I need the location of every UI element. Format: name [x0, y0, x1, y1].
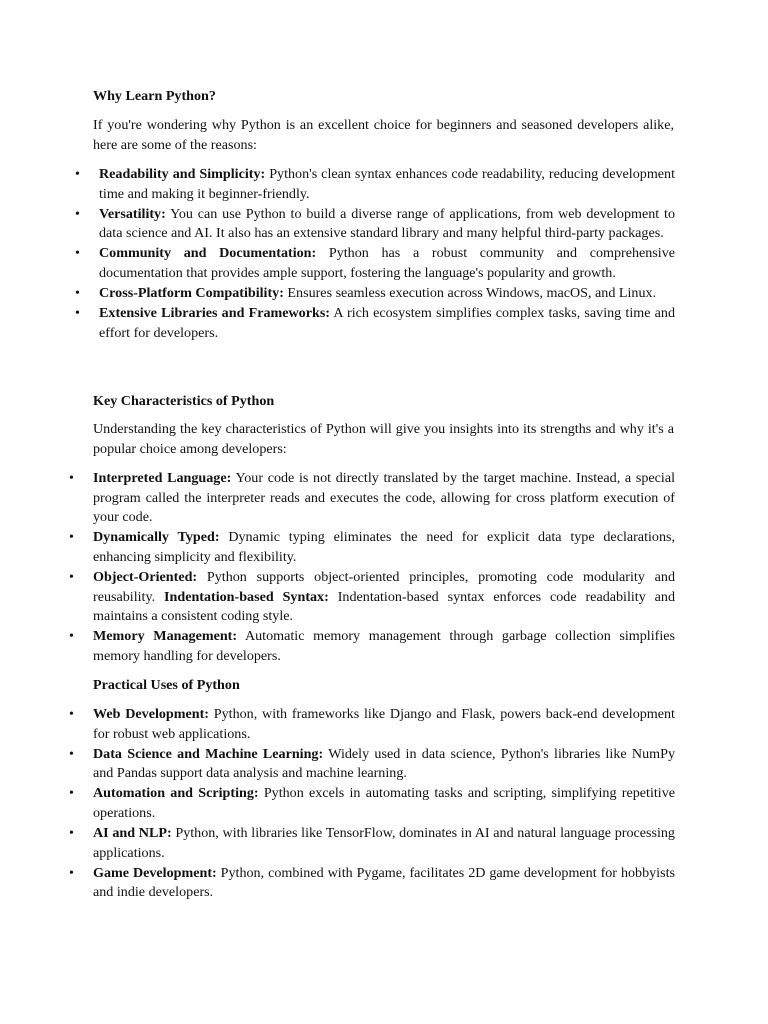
- list-item: [69, 745, 675, 784]
- bullet-icon: •: [69, 569, 74, 585]
- list-item-term: Web Development:: [93, 706, 209, 722]
- bullet-icon: •: [75, 286, 80, 302]
- list-item: [75, 304, 675, 343]
- practical-uses-list: [69, 705, 676, 903]
- bullet-icon: •: [69, 865, 74, 881]
- section-heading-key-characteristics: Key Characteristics of Python: [93, 393, 275, 409]
- bullet-icon: •: [75, 306, 80, 322]
- list-item-text: Widely used in data science, Python's libraries like NumPy and Pandas support data analysis and machine learning.: [93, 745, 675, 782]
- list-item-text: Ensures seamless execution across Windows, macOS, and Linux.: [283, 285, 657, 302]
- list-item-term-secondary: Indentation-based Syntax:: [164, 588, 329, 605]
- list-item-text: You can use Python to build a diverse range of applications, from web development to data science and AI. It also has an extensive standard library and many helpful third-party packages.: [99, 205, 675, 242]
- list-item-term: Dynamically Typed:: [93, 529, 220, 546]
- list-item-text: Python, with libraries like TensorFlow, dominates in AI and natural language processing applications.: [93, 825, 675, 861]
- list-item: [69, 528, 675, 567]
- section-heading-why-learn: Why Learn Python?: [93, 88, 216, 104]
- list-item-text: Python supports object-oriented principles, promoting code modularity and reusability.: [93, 568, 675, 605]
- list-item-term: Versatility:: [99, 205, 166, 222]
- list-item: [69, 568, 676, 627]
- list-item-text: Python, with frameworks like Django and Flask, powers back-end development for robust web applications.: [93, 706, 675, 742]
- list-item-text-secondary: Indentation-based syntax enforces code readability and maintains a consistent coding style.: [93, 588, 676, 625]
- list-item-text: Python excels in automating tasks and scripting, simplifying repetitive operations.: [93, 785, 676, 821]
- list-item: [69, 824, 675, 863]
- list-item-term: Cross-Platform Compatibility:: [99, 285, 284, 302]
- list-item: [69, 627, 675, 666]
- list-item: [69, 784, 676, 823]
- bullet-icon: •: [69, 530, 74, 546]
- list-item-term: Object-Oriented:: [93, 568, 198, 585]
- list-item-term: Community and Documentation:: [99, 245, 317, 262]
- bullet-icon: •: [69, 471, 74, 486]
- list-item-text: Python, combined with Pygame, facilitates 2D game development for hobbyists and indie developers.: [93, 864, 675, 901]
- list-item-term: Game Development:: [93, 864, 217, 881]
- list-item: [75, 244, 676, 283]
- bullet-icon: •: [69, 786, 74, 802]
- characteristics-list: [69, 469, 676, 667]
- list-item-term: Extensive Libraries and Frameworks:: [99, 305, 331, 322]
- list-item-text: Automatic memory management through garbage collection simplifies memory handling for developers.: [93, 628, 675, 664]
- reasons-list: [75, 165, 676, 344]
- bullet-icon: •: [69, 746, 74, 762]
- list-item: [75, 205, 675, 244]
- list-item-term: Data Science and Machine Learning:: [93, 745, 324, 762]
- list-item: [69, 864, 675, 903]
- list-item-term: Readability and Simplicity:: [99, 166, 266, 182]
- list-item-text: Your code is not directly translated by the target machine. Instead, a special program called the interpreter reads and executes the code, allowing for cross platform execution of your code.: [93, 470, 675, 526]
- list-item-term: Interpreted Language:: [93, 470, 232, 486]
- list-item-text: A rich ecosystem simplifies complex tasks, saving time and effort for developers.: [99, 305, 675, 341]
- bullet-icon: •: [69, 629, 74, 645]
- list-item-term: AI and NLP:: [93, 825, 172, 842]
- list-item: [69, 705, 675, 744]
- list-item: [75, 284, 675, 304]
- list-item-text: Python's clean syntax enhances code readability, reducing development time and making it beginner-friendly.: [99, 166, 675, 202]
- section-intro-key-characteristics: Understanding the key characteristics of Python will give you insights into its strengths and why it's a popular choice among developers:: [93, 421, 674, 457]
- bullet-icon: •: [75, 246, 80, 262]
- list-item-text: Dynamic typing eliminates the need for explicit data type declarations, enhancing simplicity and flexibility.: [93, 529, 675, 565]
- list-item: [75, 165, 675, 204]
- bullet-icon: •: [75, 206, 80, 222]
- bullet-icon: •: [69, 707, 74, 722]
- list-item-term: Memory Management:: [93, 628, 238, 645]
- section-heading-practical-uses: Practical Uses of Python: [93, 677, 240, 693]
- list-item-text: Python has a robust community and comprehensive documentation that provides ample support, fostering the language's popularity and growth.: [99, 245, 676, 281]
- section-intro-why-learn: If you're wondering why Python is an excellent choice for beginners and seasoned developers alike, here are some of the reasons:: [93, 117, 674, 153]
- bullet-icon: •: [69, 826, 74, 842]
- bullet-icon: •: [75, 167, 80, 182]
- list-item: [69, 469, 675, 528]
- list-item-term: Automation and Scripting:: [93, 785, 259, 802]
